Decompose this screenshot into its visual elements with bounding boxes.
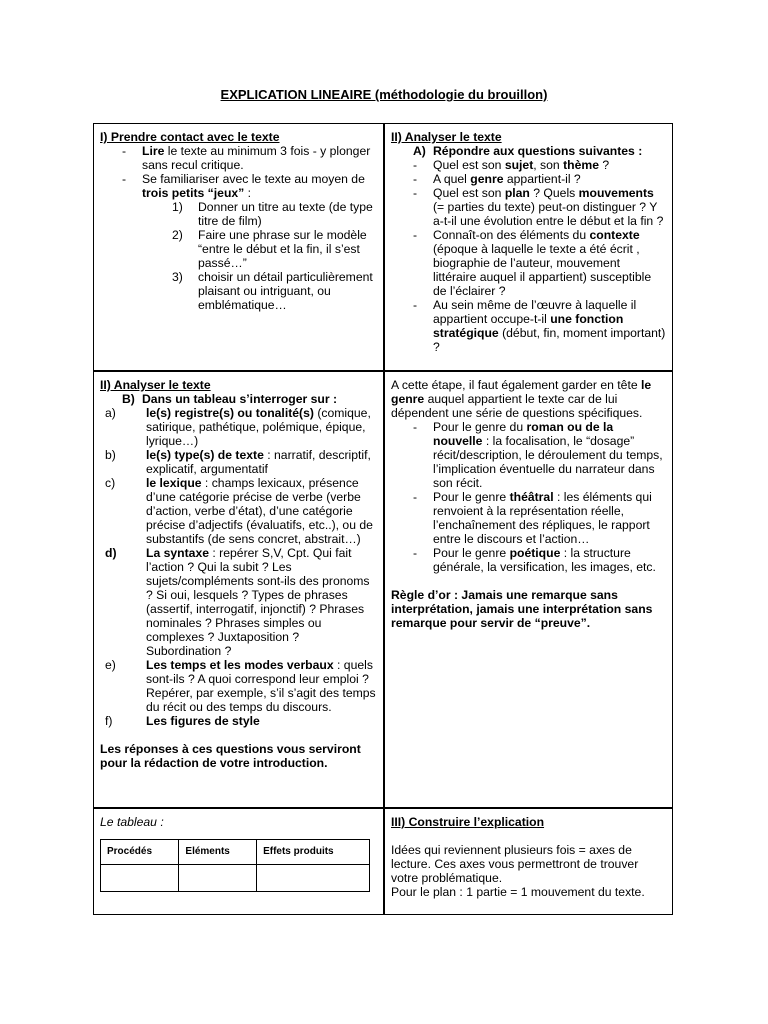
list-item: d) La syntaxe : repérer S,V, Cpt. Qui fait l’action ? Qui la subit ? Les sujets/compléments sont-ils des pronoms ? Si oui, lesquels ? Types de phrases (assertif, interrogatif, injonctif) ? Phrases nominales ? Phrases simples ou complexes ? Juxtaposition ? Subordination ? [105, 546, 370, 658]
list-item: - Pour le genre théâtral : les éléments qui renvoient à la représentation réelle, l’enchaînement des répliques, le rapport entre le discours et l’action… [391, 490, 666, 546]
table-cell [101, 865, 179, 892]
subsection-heading: A) Répondre aux questions suivantes : [413, 144, 643, 158]
cell-analyser-questions [385, 124, 672, 370]
table-row [101, 865, 370, 892]
list-item: - Quel est son sujet, son thème ? [391, 158, 666, 172]
section-heading: II) Analyser le texte [391, 130, 502, 144]
analysis-table [100, 839, 370, 892]
methodology-table [93, 123, 673, 915]
list-item: - Au sein même de l’œuvre à laquelle il appartient occupe-t-il une fonction stratégique (début, fin, moment important) ? [391, 298, 666, 354]
list-item: - Lire le texte au minimum 3 fois - y plonger sans recul critique. [100, 144, 377, 172]
list-item: a) le(s) registre(s) ou tonalité(s) (comique, satirique, pathétique, polémique, épique, lyrique…) [105, 406, 371, 448]
column-header: Effets produits [257, 840, 370, 865]
list-item: - Connaît-on des éléments du contexte (époque à laquelle le texte a été écrit , biographie de l’auteur, mouvement littéraire auquel il appartient) susceptible de l’éclairer ? [391, 228, 666, 298]
list-item: 3) choisir un détail particulièrement plaisant ou intriguant, ou emblématique… [172, 270, 373, 312]
paragraph: Idées qui reviennent plusieurs fois = axes de lecture. Ces axes vous permettront de trouver votre problématique. [391, 843, 639, 885]
cell-construire [385, 809, 672, 914]
list-item: f) Les figures de style [105, 714, 260, 728]
page-title: EXPLICATION LINEAIRE (méthodologie du brouillon) [220, 87, 548, 102]
column-header: Eléments [179, 840, 257, 865]
list-item: 2) Faire une phrase sur le modèle “entre le début et la fin, il s’est passé…” [172, 228, 367, 270]
section-heading: I) Prendre contact avec le texte [100, 130, 280, 144]
column-header: Procédés [101, 840, 179, 865]
cell-analyser-tableau [94, 372, 383, 807]
paragraph: Pour le plan : 1 partie = 1 mouvement du texte. [391, 885, 645, 899]
genre-intro: A cette étape, il faut également garder en tête le genre auquel appartient le texte car de lui dépendent une série de questions spécifiques. [391, 378, 652, 420]
list-item: - Quel est son plan ? Quels mouvements (= parties du texte) peut-on distinguer ? Y a-t-il une évolution entre le début et la fin ? [391, 186, 666, 228]
table-cell [179, 865, 257, 892]
golden-rule: Règle d’or : Jamais une remarque sans interprétation, jamais une interprétation sans remarque pour servir de “preuve”. [391, 588, 653, 630]
list-item: - A quel genre appartient-il ? [391, 172, 666, 186]
cell-genre [385, 372, 672, 807]
list-item: - Pour le genre du roman ou de la nouvelle : la focalisation, le “dosage” récit/description, le déroulement du temps, l’implication éventuelle du narrateur dans son récit. [391, 420, 666, 490]
cell-tableau [94, 809, 383, 914]
subsection-heading: B) Dans un tableau s’interroger sur : [122, 392, 338, 406]
table-cell [257, 865, 370, 892]
list-item: b) le(s) type(s) de texte : narratif, descriptif, explicatif, argumentatif [105, 448, 371, 476]
cell-prendre-contact [94, 124, 383, 370]
list-item: - Se familiariser avec le texte au moyen de trois petits “jeux” : [100, 172, 377, 200]
cell-footer-note: Les réponses à ces questions vous serviront pour la rédaction de votre introduction. [100, 742, 361, 770]
tableau-label: Le tableau : [100, 815, 164, 829]
list-item: e) Les temps et les modes verbaux : quels sont-ils ? A quoi correspond leur emploi ? Repérer, par exemple, s’il s’agit des temps du récit ou des temps du discours. [105, 658, 376, 714]
section-heading: III) Construire l’explication [391, 815, 545, 829]
list-item: c) le lexique : champs lexicaux, présence d’une catégorie précise de verbe (verbe d’action, verbe d’état), d’une catégorie précise d’adjectifs (évaluatifs, etc..), ou de substantifs (de sens concret, abstrait…) [105, 476, 373, 546]
list-item: - Pour le genre poétique : la structure générale, la versification, les images, etc. [391, 546, 666, 574]
list-item: 1) Donner un titre au texte (de type titre de film) [172, 200, 373, 228]
section-heading: II) Analyser le texte [100, 378, 211, 392]
